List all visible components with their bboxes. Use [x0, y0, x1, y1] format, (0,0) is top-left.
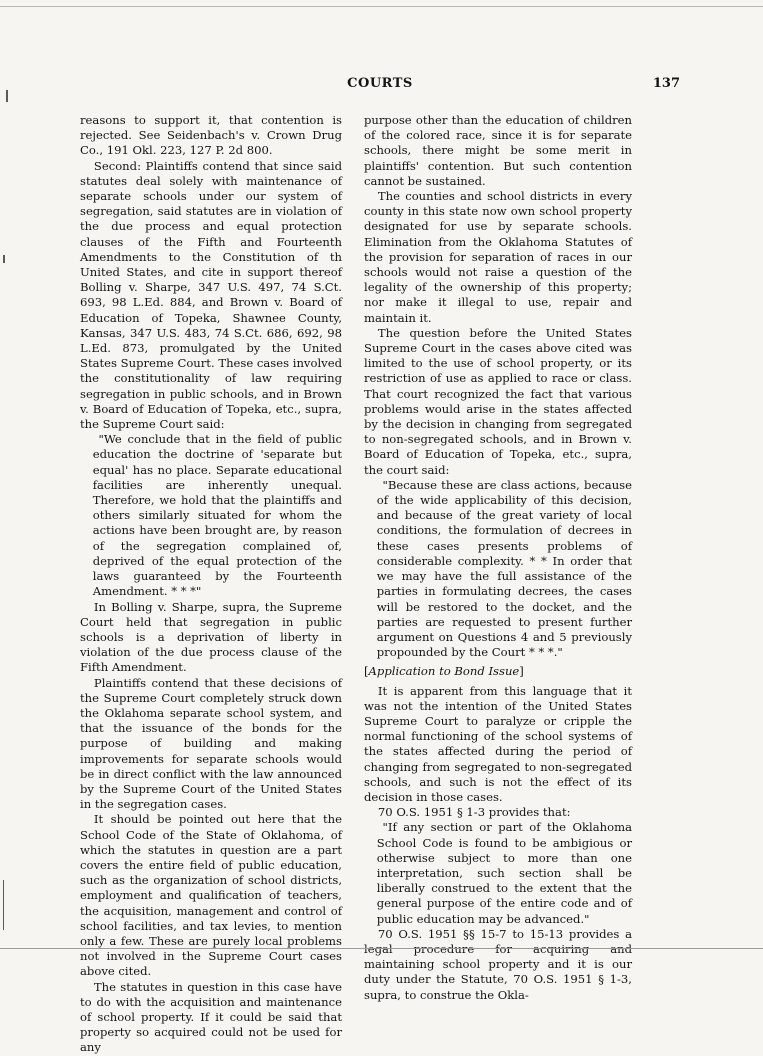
scan-margin-mark [3, 255, 5, 263]
right-column [364, 113, 632, 1003]
paragraph: Second: Plaintiffs contend that since said statutes deal solely with maintenance of separate schools under our system of segregation, said statutes are in violation of the due process and equal protection clauses of the Fifth and Fourteenth Amendments to the Constitution of th United States, and cite in support thereof Bolling v. Sharpe, 347 U.S. 497, 74 S.Ct. 693, 98 L.Ed. 884, and Brown v. Board of Education of Topeka, Shawnee County, Kansas, 347 U.S. 483, 74 S.Ct. 686, 692, 98 L.Ed. 873, promulgated by the United States Supreme Court. These cases involved the constitutionality of law requiring segregation in public schools, and in Brown v. Board of Education of Topeka, etc., supra, the Supreme Court said: [80, 158, 342, 432]
paragraph: purpose other than the education of children of the colored race, since it is for separate schools, there might be some merit in plaintiffs' contention. But such contention cannot be sustained. [364, 113, 632, 188]
paragraph: The counties and school districts in every county in this state now own school property designated for use by separate schools. Elimination from the Oklahoma Statutes of the provision for separation of races in our schools would not raise a question of the legality of the ownership of this property; nor make it illegal to use, repair and maintain it. [364, 189, 632, 325]
paragraph: reasons to support it, that contention is rejected. See Seidenbach's v. Crown Drug Co., 191 Okl. 223, 127 P. 2d 800. [80, 113, 342, 158]
page-number: 137 [652, 76, 680, 91]
left-column [80, 113, 342, 1056]
block-quote: "We conclude that in the field of public education the doctrine of 'separate but equal' has no place. Separate educational facilities are inherently unequal. Therefore, we hold that the plaintiffs and others similarly situated for whom the actions have been brought are, by reason of the segregation complained of, deprived of the equal protection of the laws guaranteed by the Fourteenth Amendment. * * *" [92, 432, 342, 599]
section-heading: [Application to Bond Issue] [364, 664, 524, 679]
top-border-line [0, 6, 763, 7]
running-head: COURTS [347, 76, 413, 91]
bottom-border-line [0, 948, 763, 949]
paragraph: 70 O.S. 1951 §§ 15-7 to 15-13 provides a maintaining school property and it is our duty under the Statute, 70 O.S. 1951 § 1-3, supra, to construe the Okla- [364, 926, 632, 1002]
paragraph: It should be pointed out here that the School Code of the State of Oklahoma, of which the statutes in question are a part covers the entire field of public education, such as the organization of school districts, employment and qualification of teachers, the acquisition, management and control of school facilities, and tax levies, to mention only a few. These are purely local problems not involved in the Supreme Court cases above cited. [80, 812, 342, 979]
paragraph: The question before the United States Supreme Court in the cases above cited was limited to the use of school property, or its restriction of use as applied to race or class. That court recognized the fact that various problems would arise in the states affected by the decision in changing from segregated to non-segregated schools, and in Brown v. Board of Education of Topeka, etc., supra, the court said: [364, 325, 632, 477]
paragraph: 70 O.S. 1951 § 1-3 provides that: [377, 805, 571, 820]
paragraph: It is apparent from this language that it was not the intention of the United States Supreme Court to paralyze or cripple the normal functioning of the school systems of the states affected during the period of changing from segregated to non-segregated schools, and such is not the effect of its decision in those cases. [364, 683, 632, 804]
scan-margin-mark [6, 90, 8, 102]
block-quote: "If any section or part of the Oklahoma School Code is found to be ambigious or otherwise subject to more than one interpretation, such section shall be liberally construed to the extent that the general purpose of the entire code and of public education may be advanced." [376, 820, 632, 926]
paragraph: In Bolling v. Sharpe, supra, the Supreme Court held that segregation in public schools is a deprivation of liberty in violation of the due process clause of the Fifth Amendment. [80, 599, 342, 675]
block-quote: "Because these are class actions, because of the wide applicability of this decision, and because of the great variety of local conditions, the formulation of decrees in these cases presents problems of considerable complexity. * * In order that we may have the full assistance of the parties in formulating decrees, the cases will be restored to the docket, and the parties are requested to present further argument on Questions 4 and 5 previously propounded by the Court * * *." [376, 477, 632, 660]
paragraph: Plaintiffs contend that these decisions of the Supreme Court completely struck down the Oklahoma separate school system, and that the issuance of the bonds for the purpose of building and making improvements for separate schools would be in direct conflict with the law announced by the Supreme Court of the United States in the segregation cases. [80, 675, 342, 812]
page-header [80, 76, 680, 96]
scan-margin-mark [3, 880, 4, 930]
paragraph: The statutes in question in this case have to do with the acquisition and maintenance of school property. If it could be said that property so acquired could not be used for any [80, 979, 342, 1055]
